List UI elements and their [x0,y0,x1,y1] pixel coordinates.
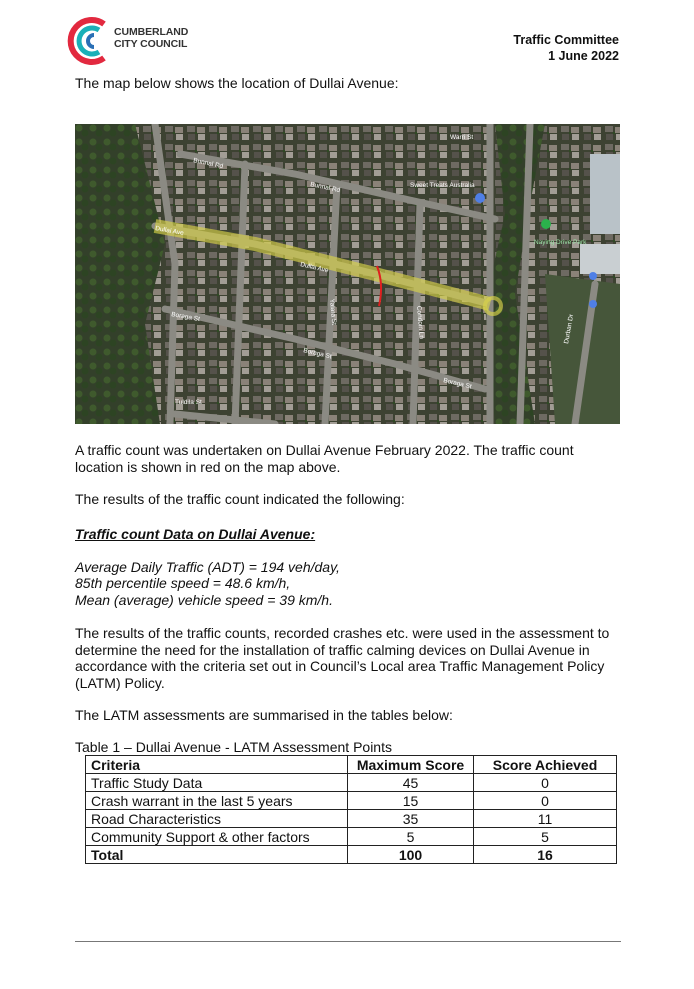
cumberland-c-icon [66,14,112,68]
max-score-cell: 15 [348,792,474,810]
map-label-warri-st: Warri St [450,134,474,141]
meeting-date: 1 June 2022 [548,49,619,63]
header-maximum-score: Maximum Score [348,756,474,774]
adt-text: Average Daily Traffic (ADT) = 194 veh/day, [75,559,340,575]
intro-text: The map below shows the location of Dullai Avenue: [75,75,399,91]
header-criteria: Criteria [86,756,348,774]
store-pin-icon [589,272,597,280]
map-label-durban-dr: Durban Dr [563,313,576,345]
traffic-data-heading: Traffic count Data on Dullai Avenue: [75,526,316,542]
table-caption: Table 1 – Dullai Avenue - LATM Assessment Points [75,739,392,755]
cumberland-logo [66,14,216,68]
total-achieved-cell: 16 [474,846,617,864]
map-label-boraga-st-2: Boraga St [302,347,333,361]
score-achieved-cell: 5 [474,828,617,846]
criteria-cell: Crash warrant in the last 5 years [86,792,348,810]
p85-speed-text: 85th percentile speed = 48.6 km/h, [75,575,291,591]
total-max-cell: 100 [348,846,474,864]
table-total-row [86,846,617,864]
total-label-cell: Total [86,846,348,864]
footer-divider [75,941,621,942]
aerial-map [75,124,620,424]
results-intro-text: The results of the traffic count indicated the following: [75,491,405,507]
map-label-naying-park: Naying Drive Park [534,239,587,246]
max-score-cell: 5 [348,828,474,846]
map-label-yalara-st: Yalara St [328,298,338,326]
assessment-text: The results of the traffic counts, recorded crashes etc. were used in the assessment to determine the need for the installation of traffic calming devices on Dullai Avenue in accordance with the criteria set out in Council’s Local area Traffic Management Policy (LATM) Policy. [75,625,610,691]
criteria-cell: Traffic Study Data [86,774,348,792]
org-line1: CUMBERLAND [114,26,189,38]
table-row [86,792,617,810]
header-score-achieved: Score Achieved [474,756,617,774]
map-label-tuldila-st: Tuldila St [175,399,202,406]
map-label-dullai-ave-2: Dullai Ave [299,261,330,275]
summary-text: The LATM assessments are summarised in the tables below: [75,707,453,723]
map-label-sweet-treats: Sweet Treats Australia [410,182,475,189]
count-undertaken-text: A traffic count was undertaken on Dullai Avenue February 2022. The traffic count location is shown in red on the map above. [75,442,574,475]
shop-pin-icon [475,193,485,203]
map-label-boraga-st: Boraga St [170,311,201,323]
max-score-cell: 45 [348,774,474,792]
map-label-bunnal-rd-2: Bunnal Rd [309,181,341,195]
park-pin-icon [541,219,551,229]
logo-text [114,26,188,50]
max-score-cell: 35 [348,810,474,828]
criteria-cell: Road Characteristics [86,810,348,828]
org-line2: CITY COUNCIL [114,38,188,50]
table-row [86,828,617,846]
committee-name: Traffic Committee [513,33,619,47]
latm-assessment-table [85,755,617,864]
score-achieved-cell: 11 [474,810,617,828]
mean-speed-text: Mean (average) vehicle speed = 39 km/h. [75,592,333,608]
map-label-bunnal-rd: Bunnal Rd [192,157,224,171]
header-meta [513,32,619,64]
score-achieved-cell: 0 [474,774,617,792]
map-label-boraga-st-3: Boraga St [442,377,473,391]
criteria-cell: Community Support & other factors [86,828,348,846]
table-row [86,810,617,828]
map-label-dullai-ave: Dullai Ave [154,225,185,237]
table-row [86,774,617,792]
map-label-condoin-ln: Condoin Ln [415,305,425,340]
score-achieved-cell: 0 [474,792,617,810]
store2-pin-icon [589,300,597,308]
table-header-row [86,756,617,774]
